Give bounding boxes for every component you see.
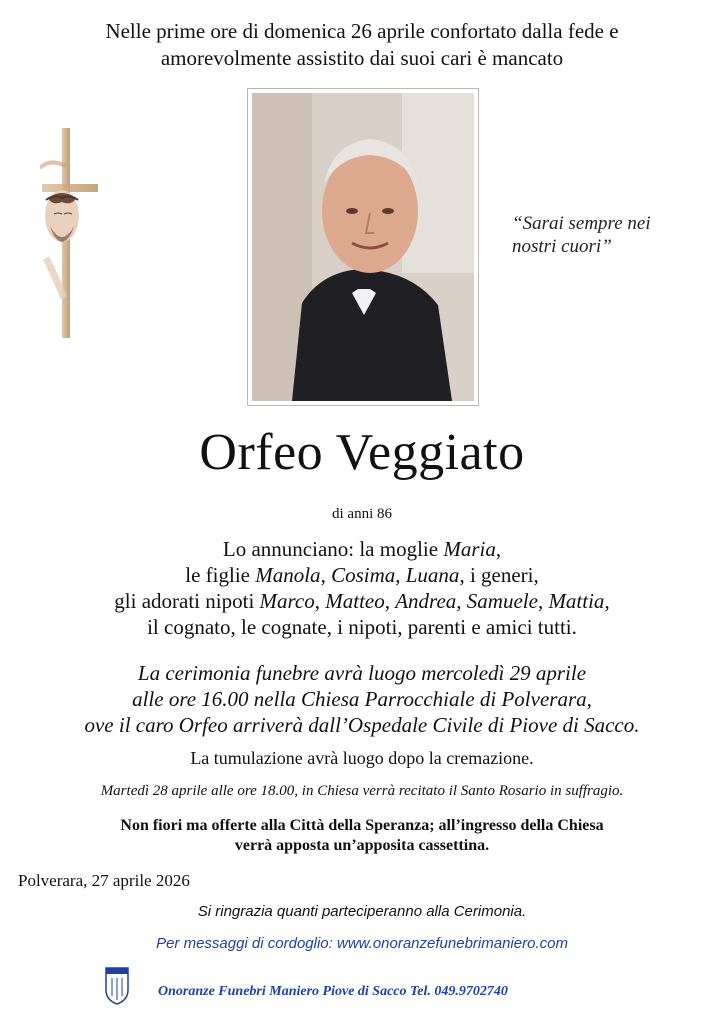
maniero-logo-icon [104, 966, 130, 1006]
condolence-messages-link[interactable]: Per messaggi di cordoglio: www.onoranzefunebrimaniero.com [156, 935, 568, 952]
name-manola: Manola [255, 563, 321, 587]
intro-text [0, 18, 724, 72]
deceased-name: Orfeo Veggiato [199, 424, 525, 481]
fiori-line-1: Non fiori ma offerte alla Città della Speranza; all’ingresso della Chiesa [120, 817, 604, 834]
announce-text: , [314, 589, 326, 613]
announce-line-2 [0, 562, 724, 588]
ceremony-line-3: ove il caro Orfeo arriverà dall’Ospedale Civile di Piove di Sacco. [84, 713, 640, 737]
announce-text: , [604, 589, 610, 613]
announce-line-3 [0, 588, 724, 614]
name-samuele: Samuele [466, 589, 538, 613]
place-date: Polverara, 27 aprile 2026 [18, 871, 190, 890]
announce-text: le figlie [185, 563, 256, 587]
deceased-age: di anni 86 [332, 506, 392, 522]
announce-text: , [456, 589, 467, 613]
name-andrea: Andrea [395, 589, 457, 613]
ceremony-line-2: alle ore 16.00 nella Chiesa Parrocchiale di Polverara, [132, 687, 592, 711]
quote-line-1: “Sarai sempre nei [512, 213, 651, 234]
funeral-home-footer: Onoranze Funebri Maniero Piove di Sacco Tel. 049.9702740 [158, 984, 508, 999]
name-cosima: Cosima [331, 563, 396, 587]
announce-text: , [320, 563, 332, 587]
quote-line-2: nostri cuori” [512, 236, 612, 257]
ceremony-info [0, 660, 724, 738]
fiori-line-2: verrà apposta un’apposita cassettina. [234, 837, 490, 854]
name-matteo: Matteo [325, 589, 385, 613]
thanks-note: Si ringrazia quanti parteciperanno alla Cerimonia. [197, 903, 527, 920]
portrait-photo-frame [247, 88, 479, 406]
announcement [0, 536, 724, 640]
name-marco: Marco [259, 589, 315, 613]
fiori-note [0, 816, 724, 856]
name-maria: Maria [443, 537, 496, 561]
announce-line-1 [0, 536, 724, 562]
intro-line-2: amorevolmente assistito dai suoi cari è mancato [160, 46, 564, 70]
announce-text: , [384, 589, 396, 613]
name-luana: Luana [405, 563, 460, 587]
announce-text: , [495, 537, 502, 561]
name-mattia: Mattia [548, 589, 605, 613]
ceremony-line-1: La cerimonia funebre avrà luogo mercoledì 29 aprile [137, 661, 587, 685]
portrait-photo [252, 93, 474, 401]
announce-text: gli adorati nipoti [114, 589, 260, 613]
intro-line-1: Nelle prime ore di domenica 26 aprile confortato dalla fede e [105, 19, 619, 43]
announce-text: , i generi, [459, 563, 539, 587]
crucifix-icon [40, 128, 100, 338]
announce-line-4: il cognato, le cognate, i nipoti, parenti e amici tutti. [147, 615, 577, 639]
announce-text: , [537, 589, 549, 613]
tumulazione-note: La tumulazione avrà luogo dopo la cremazione. [190, 748, 534, 768]
quote [512, 212, 651, 258]
rosario-note: Martedì 28 aprile alle ore 18.00, in Chiesa verrà recitato il Santo Rosario in suffragio. [100, 783, 624, 799]
announce-text: , [395, 563, 406, 587]
announce-text: Lo annunciano: la moglie [222, 537, 444, 561]
